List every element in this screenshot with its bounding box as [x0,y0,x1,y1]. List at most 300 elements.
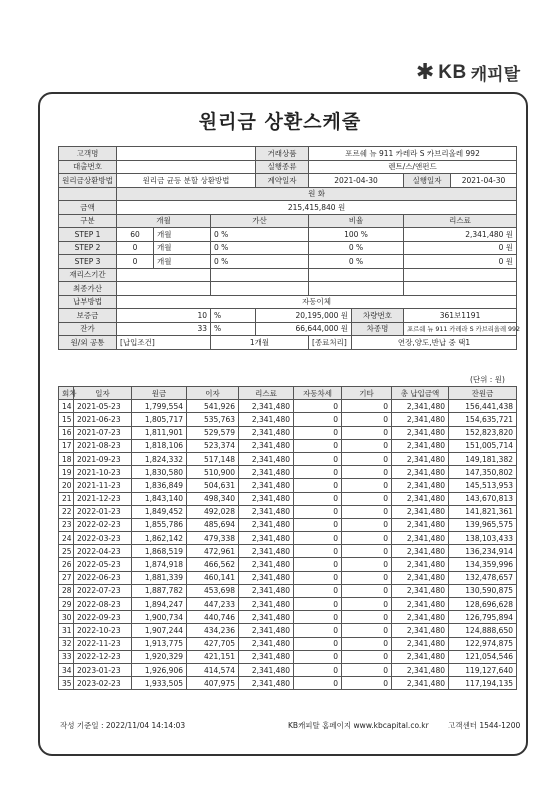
cell-date: 2022-12-23 [74,650,132,663]
cell-round: 35 [59,677,74,690]
cell-balance: 124,888,650 [449,624,517,637]
cell-other: 0 [342,584,392,597]
cell-interest: 485,694 [187,518,239,531]
cell-principal: 1,933,505 [132,677,187,690]
cell-round: 19 [59,466,74,479]
auto-transfer: 자동이체 [117,295,517,309]
cell-date: 2021-12-23 [74,492,132,505]
cell-total: 2,341,480 [392,439,449,452]
cell-other: 0 [342,532,392,545]
table-row [59,426,517,439]
cell-date: 2021-05-23 [74,400,132,413]
cell-car-tax: 0 [294,518,342,531]
cell-lease: 2,341,480 [239,452,294,465]
contract-info-table [58,146,521,350]
page-title: 원리금 상환스케줄 [198,111,362,133]
cell-car-tax: 0 [294,624,342,637]
table-row [59,663,517,676]
cell-balance: 134,359,996 [449,558,517,571]
rate-add-label: 최종가산 [59,282,117,296]
info-row-method [59,174,517,188]
cell-interest: 498,340 [187,492,239,505]
cell-round: 16 [59,426,74,439]
cell-other: 0 [342,650,392,663]
cell-lease: 2,341,480 [239,479,294,492]
header-other: 기타 [342,387,392,400]
cell-other: 0 [342,611,392,624]
cell-total: 2,341,480 [392,571,449,584]
step-months: 0 [117,255,154,269]
contract-date-value: 2021-04-30 [309,174,404,188]
cell-car-tax: 0 [294,571,342,584]
cell-round: 27 [59,571,74,584]
header-balance: 잔원금 [449,387,517,400]
info-row-customer [59,147,517,161]
info-row-residual [59,322,517,336]
cell-balance: 136,234,914 [449,545,517,558]
cell-other: 0 [342,637,392,650]
cell-lease: 2,341,480 [239,598,294,611]
cell-lease: 2,341,480 [239,400,294,413]
cell-total: 2,341,480 [392,545,449,558]
deposit-label: 보증금 [59,309,117,323]
residual-pct: 33 [117,322,211,336]
cell-total: 2,341,480 [392,452,449,465]
logo-brand: KB [438,61,467,83]
end-value: 연장,양도,반납 중 택1 [352,336,517,350]
exec-date-label: 실행일자 [404,174,451,188]
step-rate: 0 % [211,241,309,255]
cell-round: 15 [59,413,74,426]
currency-label: 원 화 [117,187,517,201]
cell-round: 30 [59,611,74,624]
table-row [59,466,517,479]
logo-company: 캐피탈 [470,65,520,85]
pct-sign: % [211,322,256,336]
cell-principal: 1,913,775 [132,637,187,650]
cell-other: 0 [342,400,392,413]
cell-balance: 132,478,657 [449,571,517,584]
table-row [59,611,517,624]
cell-interest: 407,975 [187,677,239,690]
cell-date: 2021-09-23 [74,452,132,465]
car-name-label: 차종명 [352,322,404,336]
cell-date: 2021-10-23 [74,466,132,479]
customer-center: 고객센터 1544-1200 [448,721,521,730]
cell-lease: 2,341,480 [239,571,294,584]
cell-lease: 2,341,480 [239,492,294,505]
cell-date: 2022-05-23 [74,558,132,571]
info-row-pay-method [59,295,517,309]
step-ratio: 100 % [309,228,404,242]
cell-date: 2022-08-23 [74,598,132,611]
step-unit: 개월 [154,228,211,242]
cell-date: 2022-09-23 [74,611,132,624]
table-row [59,479,517,492]
step-months: 60 [117,228,154,242]
product-label: 거래상품 [256,147,309,161]
cell-lease: 2,341,480 [239,413,294,426]
step-ratio: 0 % [309,241,404,255]
cell-date: 2023-02-23 [74,677,132,690]
cell-round: 31 [59,624,74,637]
cell-other: 0 [342,452,392,465]
repayment-schedule-table [58,386,517,690]
info-row-amount [59,201,517,215]
header-car-tax: 자동차세 [294,387,342,400]
table-row [59,492,517,505]
cell-lease: 2,341,480 [239,439,294,452]
cell-balance: 121,054,546 [449,650,517,663]
cell-date: 2023-01-23 [74,663,132,676]
cell-car-tax: 0 [294,611,342,624]
cell-car-tax: 0 [294,677,342,690]
step-rate: 0 % [211,255,309,269]
cell-car-tax: 0 [294,466,342,479]
info-row-currency [59,187,517,201]
cell-other: 0 [342,466,392,479]
cell-principal: 1,868,519 [132,545,187,558]
cell-car-tax: 0 [294,426,342,439]
cell-round: 25 [59,545,74,558]
cell-car-tax: 0 [294,452,342,465]
cell-balance: 119,127,640 [449,663,517,676]
cell-principal: 1,855,786 [132,518,187,531]
cell-other: 0 [342,677,392,690]
cell-interest: 523,374 [187,439,239,452]
cell-interest: 535,763 [187,413,239,426]
cell-total: 2,341,480 [392,518,449,531]
step-row [59,241,517,255]
cell-balance: 139,965,575 [449,518,517,531]
cell-principal: 1,805,717 [132,413,187,426]
cell-balance: 128,696,628 [449,598,517,611]
deposit-amount: 20,195,000 원 [256,309,352,323]
table-row [59,677,517,690]
cell-car-tax: 0 [294,650,342,663]
info-row-rate-add [59,282,517,296]
step-ratio: 0 % [309,255,404,269]
cell-other: 0 [342,663,392,676]
loan-no-label: 대출번호 [59,160,117,174]
cell-car-tax: 0 [294,584,342,597]
extra-label: 원/외 공통 [59,336,117,350]
cell-total: 2,341,480 [392,532,449,545]
cell-total: 2,341,480 [392,663,449,676]
cell-lease: 2,341,480 [239,584,294,597]
table-row [59,400,517,413]
cell-total: 2,341,480 [392,611,449,624]
cell-balance: 149,181,382 [449,452,517,465]
cell-balance: 126,795,894 [449,611,517,624]
cell-lease: 2,341,480 [239,650,294,663]
cell-principal: 1,862,142 [132,532,187,545]
header-principal: 원금 [132,387,187,400]
step-unit: 개월 [154,255,211,269]
col-rate: 가산 [211,214,309,228]
col-ratio: 비율 [309,214,404,228]
cell-car-tax: 0 [294,663,342,676]
step-lease: 0 원 [404,255,517,269]
cell-date: 2021-08-23 [74,439,132,452]
cell-interest: 541,926 [187,400,239,413]
cell-round: 24 [59,532,74,545]
cell-lease: 2,341,480 [239,624,294,637]
cell-car-tax: 0 [294,413,342,426]
cell-round: 14 [59,400,74,413]
homepage-text: KB캐피탈 홈페이지 www.kbcapital.co.kr [288,721,429,730]
cell-principal: 1,799,554 [132,400,187,413]
cell-interest: 529,579 [187,426,239,439]
step-name: STEP 1 [59,228,117,242]
deposit-pct: 10 [117,309,211,323]
cell-round: 18 [59,452,74,465]
cell-principal: 1,811,901 [132,426,187,439]
header-round: 회차 [59,387,74,400]
table-row [59,413,517,426]
header-date: 일자 [74,387,132,400]
cell-round: 26 [59,558,74,571]
cell-total: 2,341,480 [392,637,449,650]
cell-principal: 1,926,906 [132,663,187,676]
cell-lease: 2,341,480 [239,611,294,624]
step-lease: 0 원 [404,241,517,255]
cell-other: 0 [342,492,392,505]
cell-interest: 434,236 [187,624,239,637]
cell-date: 2022-10-23 [74,624,132,637]
car-no-value: 361보1191 [404,309,517,323]
cell-interest: 492,028 [187,505,239,518]
pay-method-label: 납부방법 [59,295,117,309]
cell-total: 2,341,480 [392,584,449,597]
cell-car-tax: 0 [294,479,342,492]
cell-other: 0 [342,558,392,571]
cell-interest: 414,574 [187,663,239,676]
info-row-conditions [59,336,517,350]
cell-principal: 1,830,580 [132,466,187,479]
cell-total: 2,341,480 [392,413,449,426]
cell-balance: 143,670,813 [449,492,517,505]
cell-balance: 117,194,135 [449,677,517,690]
kb-capital-logo [416,60,520,85]
cell-balance: 147,350,802 [449,466,517,479]
col-lease: 리스료 [404,214,517,228]
cell-car-tax: 0 [294,598,342,611]
cell-principal: 1,818,106 [132,439,187,452]
cell-other: 0 [342,624,392,637]
cell-date: 2022-03-23 [74,532,132,545]
step-row [59,255,517,269]
cell-principal: 1,849,452 [132,505,187,518]
cell-principal: 1,836,849 [132,479,187,492]
header-total: 총 납입금액 [392,387,449,400]
table-row [59,637,517,650]
cell-round: 29 [59,598,74,611]
cell-round: 34 [59,663,74,676]
cell-car-tax: 0 [294,532,342,545]
cell-total: 2,341,480 [392,426,449,439]
cell-car-tax: 0 [294,439,342,452]
step-name: STEP 3 [59,255,117,269]
table-row [59,518,517,531]
header-interest: 이자 [187,387,239,400]
step-rate: 0 % [211,228,309,242]
step-lease: 2,341,480 원 [404,228,517,242]
amount-label: 금액 [59,201,117,215]
table-row [59,598,517,611]
cell-interest: 517,148 [187,452,239,465]
pay-cond-label: [납입조건] [117,336,211,350]
created-date: 작성 기준일 : 2022/11/04 14:14:03 [60,721,186,730]
cell-date: 2021-06-23 [74,413,132,426]
cell-lease: 2,341,480 [239,466,294,479]
cell-total: 2,341,480 [392,466,449,479]
cell-round: 22 [59,505,74,518]
cell-car-tax: 0 [294,545,342,558]
customer-label: 고객명 [59,147,117,161]
exec-type-label: 실행종류 [256,160,309,174]
step-unit: 개월 [154,241,211,255]
cell-principal: 1,894,247 [132,598,187,611]
step-row [59,228,517,242]
car-no-label: 차량번호 [352,309,404,323]
cell-other: 0 [342,439,392,452]
cell-principal: 1,881,339 [132,571,187,584]
table-row [59,584,517,597]
cell-principal: 1,887,782 [132,584,187,597]
info-row-refix [59,268,517,282]
cell-car-tax: 0 [294,505,342,518]
table-row [59,624,517,637]
refix-label: 재리스기간 [59,268,117,282]
table-row [59,505,517,518]
cell-balance: 122,974,875 [449,637,517,650]
col-type: 구분 [59,214,117,228]
cell-car-tax: 0 [294,637,342,650]
cell-date: 2022-07-23 [74,584,132,597]
cell-round: 28 [59,584,74,597]
cell-other: 0 [342,518,392,531]
cell-date: 2021-07-23 [74,426,132,439]
header-lease: 리스료 [239,387,294,400]
cell-date: 2021-11-23 [74,479,132,492]
repay-method-label: 원리금상환방법 [59,174,117,188]
table-row [59,545,517,558]
cell-interest: 440,746 [187,611,239,624]
cell-principal: 1,874,918 [132,558,187,571]
pay-cond-value: 1개월 [211,336,309,350]
cell-principal: 1,920,329 [132,650,187,663]
cell-date: 2022-02-23 [74,518,132,531]
cell-lease: 2,341,480 [239,637,294,650]
cell-round: 17 [59,439,74,452]
cell-other: 0 [342,505,392,518]
unit-note: (단위 : 원) [470,375,505,384]
cell-round: 20 [59,479,74,492]
cell-total: 2,341,480 [392,479,449,492]
schedule-header-row [59,387,517,400]
pct-sign: % [211,309,256,323]
cell-lease: 2,341,480 [239,545,294,558]
cell-total: 2,341,480 [392,558,449,571]
cell-balance: 130,590,875 [449,584,517,597]
cell-other: 0 [342,479,392,492]
cell-date: 2022-11-23 [74,637,132,650]
cell-interest: 472,961 [187,545,239,558]
info-row-loan [59,160,517,174]
cell-principal: 1,907,244 [132,624,187,637]
cell-balance: 151,005,714 [449,439,517,452]
cell-principal: 1,900,734 [132,611,187,624]
cell-lease: 2,341,480 [239,426,294,439]
table-row [59,558,517,571]
table-row [59,532,517,545]
cell-balance: 138,103,433 [449,532,517,545]
amount-value: 215,415,840 원 [117,201,517,215]
cell-interest: 460,141 [187,571,239,584]
loan-no-value [117,160,256,174]
cell-date: 2022-04-23 [74,545,132,558]
cell-interest: 504,631 [187,479,239,492]
cell-balance: 145,513,953 [449,479,517,492]
cell-lease: 2,341,480 [239,663,294,676]
customer-value [117,147,256,161]
step-months: 0 [117,241,154,255]
cell-other: 0 [342,598,392,611]
cell-total: 2,341,480 [392,624,449,637]
cell-total: 2,341,480 [392,400,449,413]
cell-interest: 479,338 [187,532,239,545]
cell-other: 0 [342,545,392,558]
car-name-value: 포르쉐 뉴 911 카레라 S 카브리올레 992 [404,322,517,336]
cell-car-tax: 0 [294,492,342,505]
cell-interest: 421,151 [187,650,239,663]
cell-balance: 156,441,438 [449,400,517,413]
cell-total: 2,341,480 [392,492,449,505]
table-row [59,571,517,584]
cell-other: 0 [342,413,392,426]
contract-date-label: 계약일자 [256,174,309,188]
cell-total: 2,341,480 [392,505,449,518]
cell-round: 23 [59,518,74,531]
cell-interest: 427,705 [187,637,239,650]
cell-interest: 447,233 [187,598,239,611]
schedule-body [59,400,517,690]
residual-amount: 66,644,000 원 [256,322,352,336]
repay-method-value: 원리금 균등 분할 상환방법 [117,174,256,188]
end-label: [종료처리] [309,336,352,350]
kb-star-icon: ✱ [415,59,435,85]
cell-principal: 1,824,332 [132,452,187,465]
col-months: 개월 [117,214,211,228]
exec-date-value: 2021-04-30 [451,174,517,188]
cell-interest: 510,900 [187,466,239,479]
cell-total: 2,341,480 [392,598,449,611]
cell-balance: 154,635,721 [449,413,517,426]
table-row [59,650,517,663]
cell-balance: 152,823,820 [449,426,517,439]
cell-lease: 2,341,480 [239,518,294,531]
info-row-deposit [59,309,517,323]
step-name: STEP 2 [59,241,117,255]
cell-principal: 1,843,140 [132,492,187,505]
residual-label: 잔가 [59,322,117,336]
info-row-step-header [59,214,517,228]
cell-round: 32 [59,637,74,650]
cell-lease: 2,341,480 [239,677,294,690]
cell-balance: 141,821,361 [449,505,517,518]
cell-lease: 2,341,480 [239,558,294,571]
